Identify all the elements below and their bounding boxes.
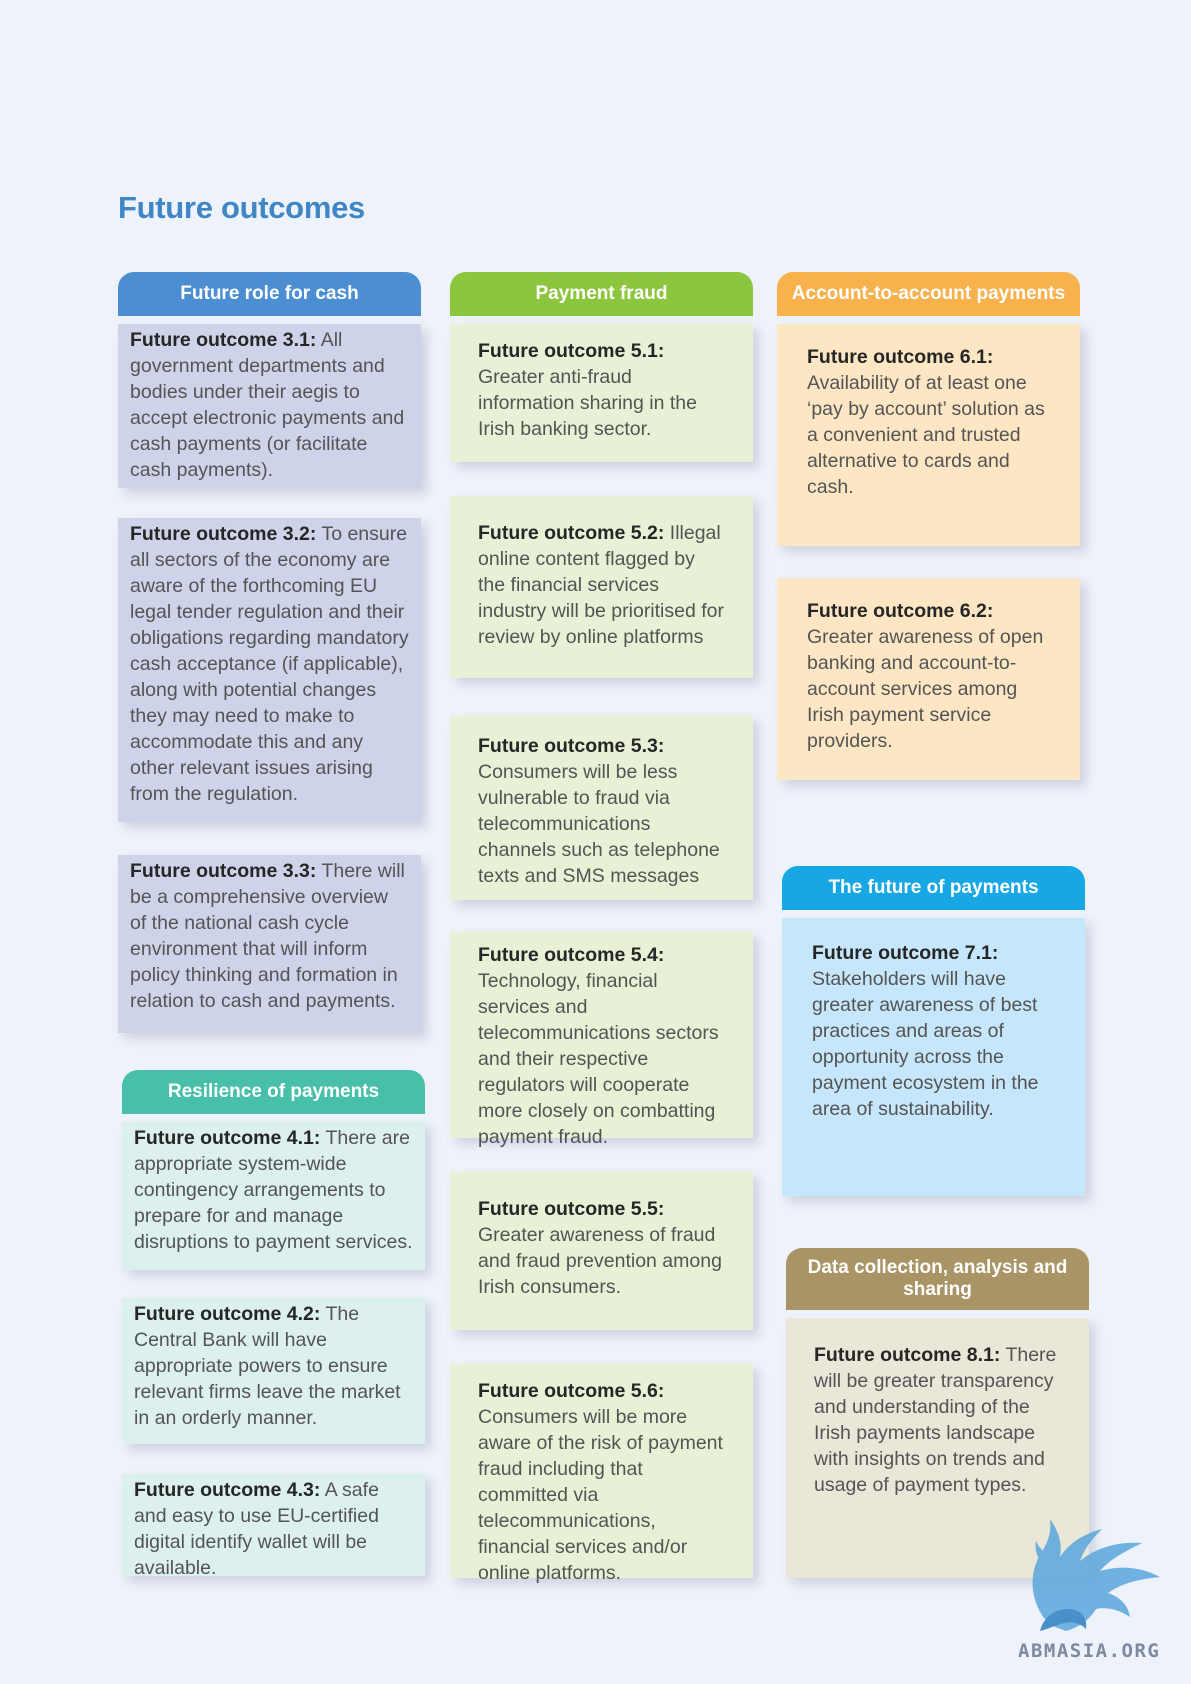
outcome-text: Technology, financial services and telecommunications sectors and their respective regulators will cooperate more closely on combatting payment fraud. — [478, 970, 719, 1148]
outcome-text: Consumers will be more aware of the risk of payment fraud including that committed via telecommunications, financial services and/or online platforms. — [478, 1406, 723, 1584]
outcome-card-6-2 — [777, 578, 1080, 780]
section-heading-resilience: Resilience of payments — [122, 1070, 425, 1114]
watermark-text: ABMASIA.ORG — [1018, 1640, 1161, 1662]
outcome-text: The Central Bank will have appropriate powers to ensure relevant firms leave the market in an orderly manner. — [134, 1303, 401, 1429]
outcome-card-6-1 — [777, 324, 1080, 546]
outcome-card-3-1 — [118, 324, 421, 488]
section-heading-data: Data collection, analysis and sharing — [786, 1248, 1089, 1310]
section-heading-cash: Future role for cash — [118, 272, 421, 316]
outcome-label: Future outcome 5.2: — [478, 522, 665, 544]
outcome-card-4-1 — [122, 1122, 425, 1270]
outcome-text: There will be greater transparency and understanding of the Irish payments landscape with insights on trends and usage of payment types. — [814, 1344, 1057, 1496]
outcome-text: Greater awareness of fraud and fraud prevention among Irish consumers. — [478, 1224, 722, 1298]
outcome-text: Availability of at least one ‘pay by account’ solution as a convenient and trusted alternative to cards and cash. — [807, 372, 1045, 498]
section-heading-fraud: Payment fraud — [450, 272, 753, 316]
outcome-card-5-1 — [450, 324, 753, 462]
outcome-card-5-2 — [450, 496, 753, 678]
outcome-label: Future outcome 4.2: — [134, 1303, 321, 1325]
outcome-label: Future outcome 3.3: — [130, 860, 317, 882]
outcome-card-5-4 — [450, 932, 753, 1148]
outcome-label: Future outcome 6.1: — [807, 346, 994, 368]
outcome-card-5-5 — [450, 1172, 753, 1330]
outcome-label: Future outcome 5.6: — [478, 1380, 665, 1402]
section-heading-future: The future of payments — [782, 866, 1085, 910]
griffin-logo-icon — [1010, 1505, 1180, 1640]
outcome-text: All government departments and bodies under their aegis to accept electronic payments and cash payments (or facilitate cash payments). — [130, 329, 405, 481]
outcome-text: Consumers will be less vulnerable to fraud via telecommunications channels such as telephone texts and SMS messages — [478, 761, 720, 887]
outcome-card-4-2 — [122, 1298, 425, 1444]
outcome-label: Future outcome 6.2: — [807, 600, 994, 622]
outcome-card-5-3 — [450, 716, 753, 900]
outcome-card-3-2 — [118, 518, 421, 822]
outcome-label: Future outcome 3.1: — [130, 329, 317, 351]
outcome-text: To ensure all sectors of the economy are aware of the forthcoming EU legal tender regulation and their obligations regarding mandatory cash acceptance (if applicable), along with potential changes they may need to make to accommodate this and any other relevant issues arising from the regulation. — [130, 523, 409, 805]
section-heading-a2a: Account-to-account payments — [777, 272, 1080, 316]
outcome-label: Future outcome 8.1: — [814, 1344, 1001, 1366]
outcome-label: Future outcome 4.1: — [134, 1127, 321, 1149]
outcome-label: Future outcome 5.1: — [478, 340, 665, 362]
outcome-label: Future outcome 5.4: — [478, 944, 665, 966]
outcome-text: There will be a comprehensive overview of the national cash cycle environment that will inform policy thinking and formation in relation to cash and payments. — [130, 860, 405, 1012]
page-title: Future outcomes — [118, 190, 365, 225]
outcome-text: A safe and easy to use EU-certified digital identify wallet will be available. — [134, 1479, 379, 1579]
outcome-label: Future outcome 5.5: — [478, 1198, 665, 1220]
outcome-text: There are appropriate system-wide contingency arrangements to prepare for and manage disruptions to payment services. — [134, 1127, 413, 1253]
outcome-card-7-1 — [782, 918, 1085, 1196]
outcome-card-4-3 — [122, 1474, 425, 1579]
outcome-text: Greater awareness of open banking and account-to-account services among Irish payment service providers. — [807, 626, 1044, 752]
outcome-card-5-6 — [450, 1364, 753, 1584]
outcome-label: Future outcome 4.3: — [134, 1479, 321, 1501]
outcome-label: Future outcome 3.2: — [130, 523, 317, 545]
outcome-text: Greater anti-fraud information sharing in the Irish banking sector. — [478, 366, 697, 440]
outcome-label: Future outcome 5.3: — [478, 735, 665, 757]
outcome-text: Stakeholders will have greater awareness of best practices and areas of opportunity across the payment ecosystem in the area of sustainability. — [812, 968, 1039, 1120]
outcome-label: Future outcome 7.1: — [812, 942, 999, 964]
outcome-card-3-3 — [118, 855, 421, 1033]
outcome-text: Illegal online content flagged by the financial services industry will be prioritised for review by online platforms — [478, 522, 725, 648]
